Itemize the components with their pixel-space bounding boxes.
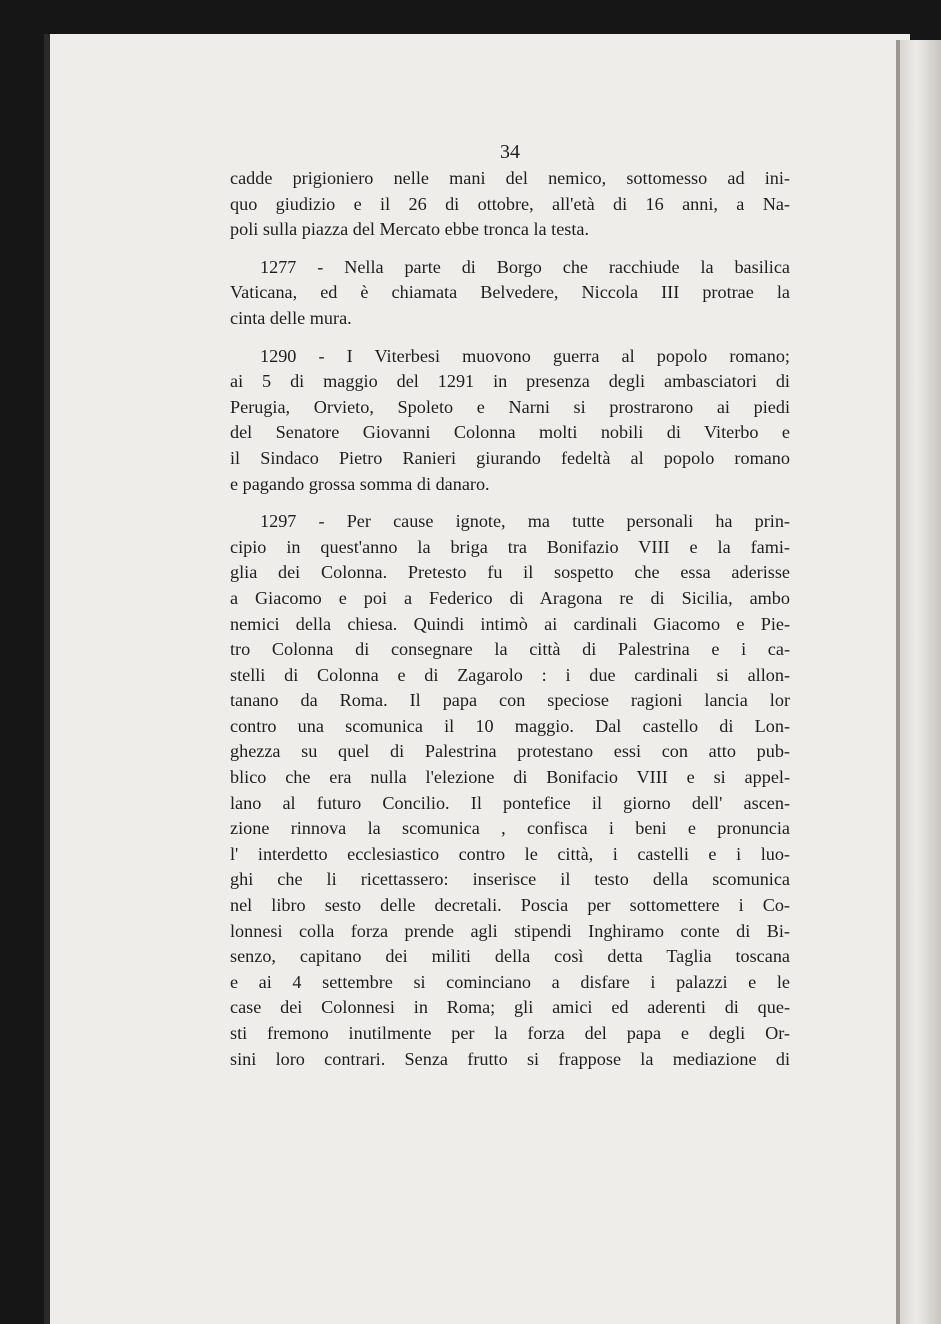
text-line: sini loro contrari. Senza frutto si frappose la mediazione di [230,1048,790,1069]
text-line: blico che era nulla l'elezione di Bonifacio VIII e si appel- [230,767,790,788]
text-line: cadde prigioniero nelle mani del nemico, sottomesso ad ini- [230,168,790,188]
text-line: contro una scomunica il 10 maggio. Dal castello di Lon- [230,715,790,736]
text-line: il Sindaco Pietro Ranieri giurando fedeltà al popolo romano [230,447,790,468]
text-line: stelli di Colonna e di Zagarolo : i due cardinali si allon- [230,664,790,685]
text-line: sti fremono inutilmente per la forza del papa e degli Or- [230,1023,790,1043]
text-line: a Giacomo e poi a Federico di Aragona re di Sicilia, ambo [230,587,790,608]
text-line: glia dei Colonna. Pretesto fu il sospetto che essa aderisse [230,562,790,583]
text-line: lonnesi colla forza prende agli stipendi Inghiramo conte di Bi- [230,920,790,941]
page-text [230,138,790,1072]
text-line: e ai 4 settembre si cominciano a disfare i palazzi e le [230,971,790,992]
text-line: cipio in quest'anno la briga tra Bonifazio VIII e la fami- [230,536,790,557]
text-line: tanano da Roma. Il papa con speciose ragioni lancia lor [230,690,790,711]
text-line: l' interdetto ecclesiastico contro le città, i castelli e i luo- [230,843,790,864]
text-line: zione rinnova la scomunica , confisca i beni e pronuncia [230,818,790,839]
next-page-edge [900,40,941,1324]
text-line: Vaticana, ed è chiamata Belvedere, Niccola III protrae la [230,282,790,303]
text-line: 1297 - Per cause ignote, ma tutte personali ha prin- [260,511,790,532]
text-line: case dei Colonnesi in Roma; gli amici ed aderenti di que- [230,997,790,1018]
text-line: ghezza su quel di Palestrina protestano essi con atto pub- [230,741,790,762]
text-line: cinta delle mura. [230,307,352,328]
text-line: nel libro sesto delle decretali. Poscia per sottomettere i Co- [230,895,790,916]
text-line: ghi che li ricettassero: inserisce il testo della scomunica [230,869,790,890]
text-line: 1277 - Nella parte di Borgo che racchiude la basilica [260,256,790,277]
paragraph-1290 [230,344,790,498]
text-line: e pagando grossa somma di danaro. [230,473,490,494]
paragraph-1 [230,166,790,243]
text-line: tro Colonna di consegnare la città di Palestrina e i ca- [230,639,790,660]
text-line: nemici della chiesa. Quindi intimò ai cardinali Giacomo e Pie- [230,613,790,634]
paragraph-1297 [230,509,790,1072]
paragraph-1277 [230,255,790,332]
text-line: lano al futuro Concilio. Il pontefice il giorno dell' ascen- [230,792,790,813]
text-line: quo giudizio e il 26 di ottobre, all'età di 16 anni, a Na- [230,193,790,214]
page-number: 34 [500,141,520,163]
text-line: poli sulla piazza del Mercato ebbe tronca la testa. [230,219,590,240]
text-line: 1290 - I Viterbesi muovono guerra al popolo romano; [260,345,790,366]
text-line: ai 5 di maggio del 1291 in presenza degli ambasciatori di [230,371,790,392]
text-line: Perugia, Orvieto, Spoleto e Narni si prostrarono ai piedi [230,396,790,417]
text-line: senzo, capitano dei militi della così detta Taglia toscana [230,946,790,967]
text-line: del Senatore Giovanni Colonna molti nobili di Viterbo e [230,422,790,443]
